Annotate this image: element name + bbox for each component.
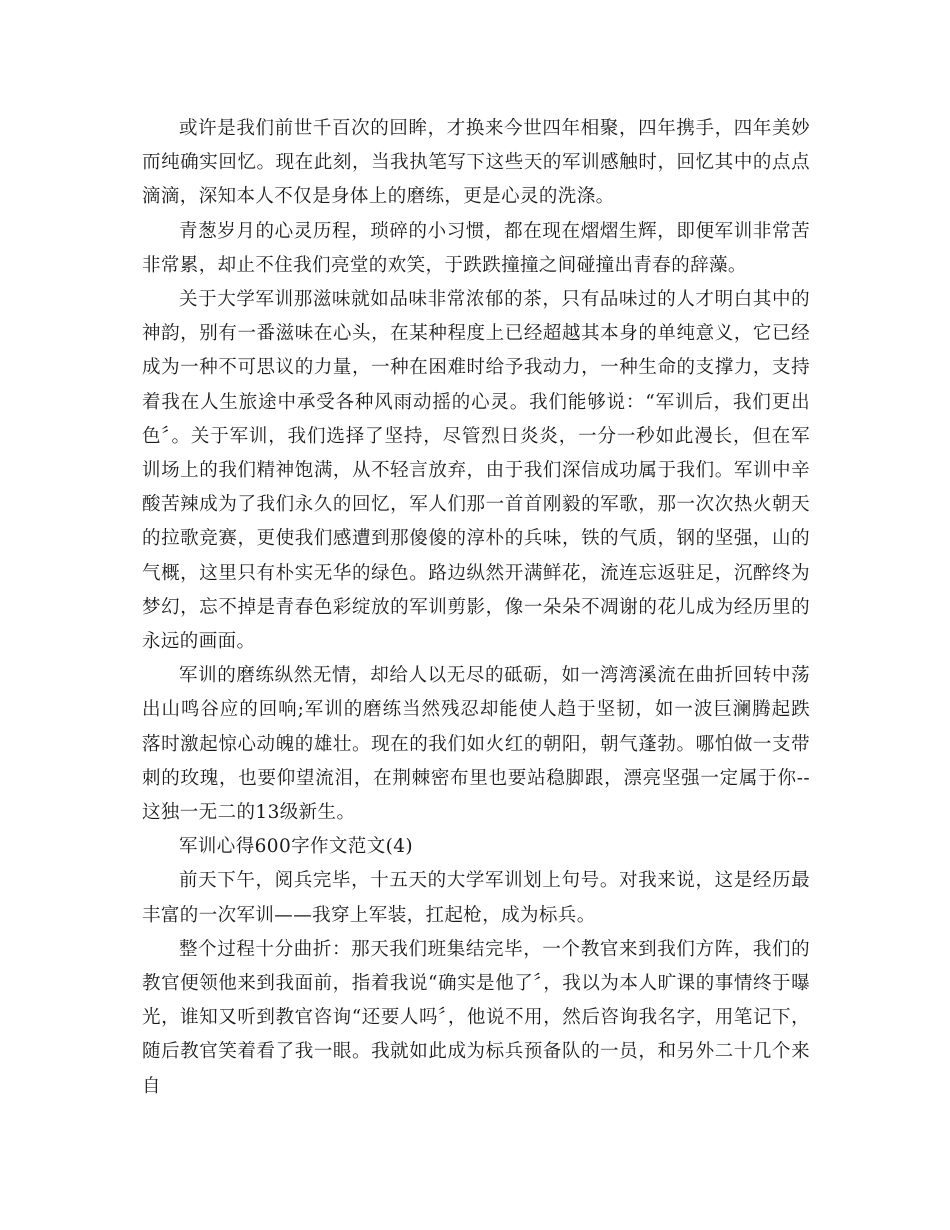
paragraph-2: 青葱岁月的心灵历程，琐碎的小习惯，都在现在熠熠生辉，即便军训非常苦非常累，却止不住我们亮堂的欢笑，于跌跌撞撞之间碰撞出青春的辞藻。 <box>142 220 810 276</box>
paragraph-6: 整个过程十分曲折：那天我们班集结完毕，一个教官来到我们方阵，我们的教官便领他来到我面前，指着我说“确实是他了〞，我以为本人旷课的事情终于曝光，谁知又听到教官咨询“还要人吗〞，他说不用，然后咨询我名字，用笔记下，随后教官笑着看了我一眼。我就如此成为标兵预备队的一员，和另外二十几个来自 <box>142 938 810 1097</box>
paragraph-5: 前天下午，阅兵完毕，十五天的大学军训划上句号。对我来说，这是经历最丰富的一次军训——我穿上军装，扛起枪，成为标兵。 <box>142 870 810 926</box>
paragraph-3: 关于大学军训那滋味就如品味非常浓郁的茶，只有品味过的人才明白其中的神韵，别有一番滋味在心头，在某种程度上已经超越其本身的单纯意义，它已经成为一种不可思议的力量，一种在困难时给予我动力，一种生命的支撑力，支持着我在人生旅途中承受各种风雨动摇的心灵。我们能够说：“军训后，我们更出色〞。关于军训，我们选择了坚持，尽管烈日炎炎，一分一秒如此漫长，但在军训场上的我们精神饱满，从不轻言放弃，由于我们深信成功属于我们。军训中辛酸苦辣成为了我们永久的回忆，军人们那一首首刚毅的军歌，那一次次热火朝天的拉歌竞赛，更使我们感遭到那傻傻的淳朴的兵味，铁的气质，钢的坚强，山的气概，这里只有朴实无华的绿色。路边纵然开满鲜花，流连忘返驻足，沉醉终为梦幻，忘不掉是青春色彩绽放的军训剪影，像一朵朵不凋谢的花儿成为经历里的永远的画面。 <box>142 289 810 653</box>
section-heading: 军训心得600字作文范文(4) <box>179 836 414 858</box>
paragraph-4: 军训的磨练纵然无情，却给人以无尽的砥砺，如一湾湾溪流在曲折回转中荡出山鸣谷应的回响;军训的磨练当然残忍却能使人趋于坚韧，如一波巨澜腾起跌落时激起惊心动魄的雄壮。现在的我们如火红的朝阳，朝气蓬勃。哪怕做一支带刺的玫瑰，也要仰望流泪，在荆棘密布里也要站稳脚跟，漂亮坚强一定属于你--这独一无二的13级新生。 <box>142 665 810 824</box>
paragraph-1: 或许是我们前世千百次的回眸，才换来今世四年相聚，四年携手，四年美妙而纯确实回忆。现在此刻，当我执笔写下这些天的军训感触时，回忆其中的点点滴滴，深知本人不仅是身体上的磨练，更是心灵的洗涤。 <box>142 118 810 208</box>
article-body <box>142 112 810 1104</box>
